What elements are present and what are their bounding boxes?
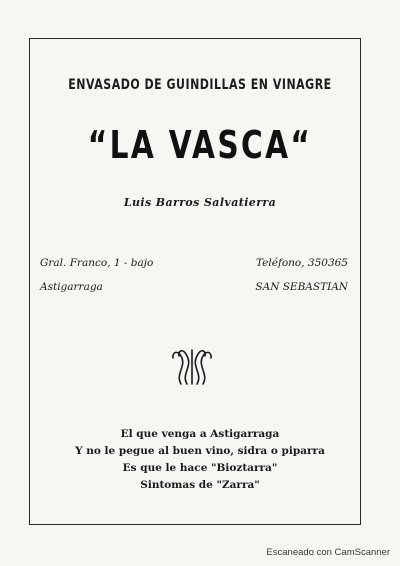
scanner-watermark: Escaneado con CamScanner bbox=[266, 547, 390, 558]
city-name: SAN SEBASTIAN bbox=[255, 281, 348, 293]
owner-name: Luis Barros Salvatierra bbox=[123, 196, 277, 209]
town-name: Astigarraga bbox=[40, 281, 103, 293]
street-address: Gral. Franco, 1 - bajo bbox=[40, 257, 154, 269]
verse-line: El que venga a Astigarraga bbox=[120, 428, 280, 440]
verse-block bbox=[0, 426, 400, 494]
verse-line: Sintomas de "Zarra" bbox=[140, 479, 260, 491]
phone-number: Teléfono, 350365 bbox=[255, 257, 348, 269]
verse-line: Y no le pegue al buen vino, sidra o piparra bbox=[75, 445, 325, 457]
heading: ENVASADO DE GUINDILLAS EN VINAGRE bbox=[68, 76, 332, 93]
verse-line: Es que le hace "Bioztarra" bbox=[122, 462, 278, 474]
scroll-flourish-icon bbox=[167, 344, 217, 386]
brand-title: “LA VASCA“ bbox=[87, 123, 313, 167]
